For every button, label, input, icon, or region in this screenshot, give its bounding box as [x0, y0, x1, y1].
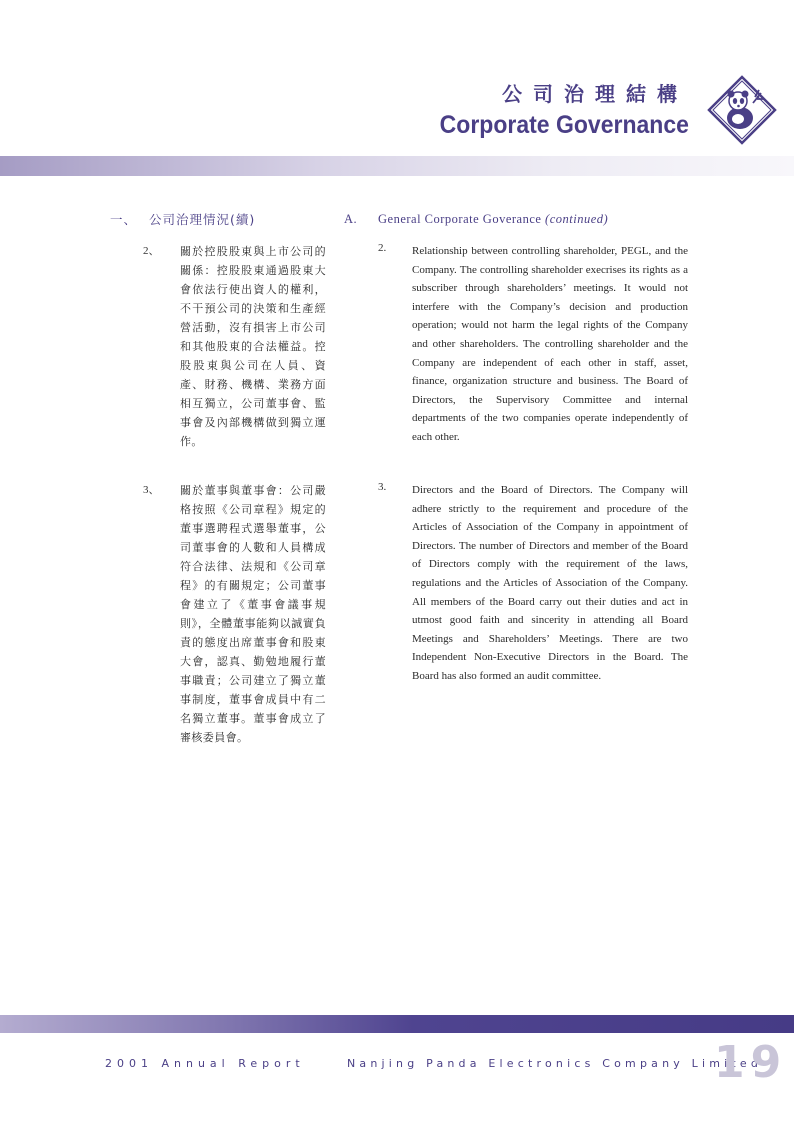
header-title-en: Corporate Governance	[439, 111, 689, 139]
panda-logo-icon	[707, 75, 777, 145]
section-heading-cn	[110, 210, 255, 228]
section-title-en: General Corporate Goverance	[378, 212, 546, 226]
header-title-cn: 公司治理結構	[502, 82, 688, 106]
en-item-number: 3.	[378, 481, 387, 493]
en-item-number: 2.	[378, 242, 387, 254]
section-number-en: A.	[344, 212, 358, 226]
section-title-cn: 公司治理情況	[149, 212, 231, 227]
section-number-cn: 一、	[110, 212, 138, 227]
section-heading-en	[344, 212, 608, 227]
cn-item-number: 2、	[143, 245, 160, 257]
cn-item-number: 3、	[143, 484, 160, 496]
footer-band	[0, 1015, 794, 1033]
section-continued-cn: (續)	[230, 212, 256, 227]
cn-item-text: 關於董事與董事會：公司嚴格按照《公司章程》規定的董事選聘程式選舉董事，公司董事會的人數和人員構成符合法律、法規和《公司章程》的有關規定；公司董事會建立了《董事會議事規則》，全體董事能夠以誠實負責的態度出席董事會和股東大會，認真、勤勉地履行董事職責；公司建立了獨立董事制度，董事會成員中有二名獨立董事。董事會成立了審核委員會。	[180, 484, 326, 744]
en-item-text: Directors and the Board of Directors. The Company will adhere strictly to the requirement and procedure of the Articles of Association of the Company in appointment of Directors. The number of Directors and member of the Board of Directors comply with the requirement of the laws, regulations and the Articles of Association of the Company. All members of the Board carry out their duties and act in utmost good faith and sincerity in attending all Board Meetings and Shareholders’ Meetings. There are two Independent Non-Executive Directors in the Board. The Board has also formed an audit committee.	[412, 484, 688, 682]
page-number: 19	[714, 1037, 788, 1088]
en-item-text: Relationship between controlling shareholder, PEGL, and the Company. The controlling shareholder execrises its rights as a subscriber through shareholders’ meetings. It would not interfere with the Company’s decision and production operation; would not harm the legal rights of the Company and other shareholders. The controlling shareholder and the Company are independent of each other in staff, asset, finance, organization structure and business. The Board of Directors, the Supervisory Committee and internal departments of the two companies operate independently of each other.	[412, 245, 688, 443]
footer-report: 2001 Annual Report	[105, 1057, 305, 1070]
section-continued-en: (continued)	[545, 212, 609, 226]
cn-item-text: 關於控股股東與上市公司的關係：控股股東通過股東大會依法行使出資人的權利，不干預公司的決策和生產經營活動，沒有損害上市公司和其他股東的合法權益。控股股東與公司在人員、資產、財務、機構、業務方面相互獨立，公司董事會、監事會及內部機構做到獨立運作。	[180, 245, 326, 448]
footer-company: Nanjing Panda Electronics Company Limited	[347, 1057, 763, 1070]
header-band	[0, 156, 794, 176]
